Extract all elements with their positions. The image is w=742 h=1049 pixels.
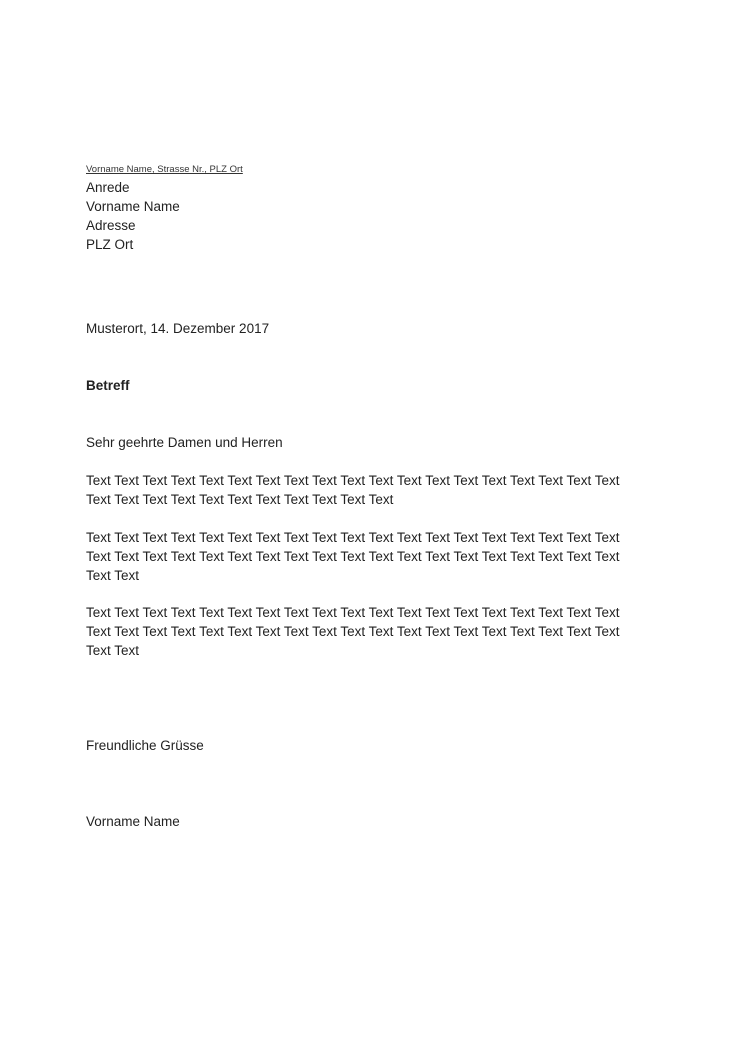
recipient-name: Vorname Name — [86, 199, 180, 214]
letter-greeting: Sehr geehrte Damen und Herren — [86, 435, 283, 450]
paragraph-line: Text Text — [86, 568, 140, 583]
body-paragraph-3 — [86, 603, 620, 660]
letter-date: Musterort, 14. Dezember 2017 — [86, 321, 270, 336]
letter-subject: Betreff — [86, 378, 130, 393]
paragraph-line: Text Text Text Text Text Text Text Text Text Text Text Text Text Text Text Text Text Text Text — [86, 530, 620, 545]
paragraph-line: Text Text Text Text Text Text Text Text Text Text Text Text Text Text Text Text Text Text Text — [86, 624, 620, 639]
letter-closing: Freundliche Grüsse — [86, 738, 204, 753]
recipient-address-block — [86, 178, 180, 254]
body-paragraph-2 — [86, 528, 620, 585]
recipient-salutation-title: Anrede — [86, 180, 130, 195]
paragraph-line: Text Text Text Text Text Text Text Text Text Text Text Text Text Text Text Text Text Text Text — [86, 473, 620, 488]
paragraph-line: Text Text — [86, 643, 140, 658]
recipient-address: Adresse — [86, 218, 136, 233]
paragraph-line: Text Text Text Text Text Text Text Text Text Text Text — [86, 492, 394, 507]
recipient-city: PLZ Ort — [86, 237, 134, 252]
sender-address-line: Vorname Name, Strasse Nr., PLZ Ort — [86, 164, 243, 175]
body-paragraph-1 — [86, 471, 620, 509]
paragraph-line: Text Text Text Text Text Text Text Text Text Text Text Text Text Text Text Text Text Text Text — [86, 549, 620, 564]
letter-signature: Vorname Name — [86, 814, 180, 829]
paragraph-line: Text Text Text Text Text Text Text Text Text Text Text Text Text Text Text Text Text Text Text — [86, 605, 620, 620]
